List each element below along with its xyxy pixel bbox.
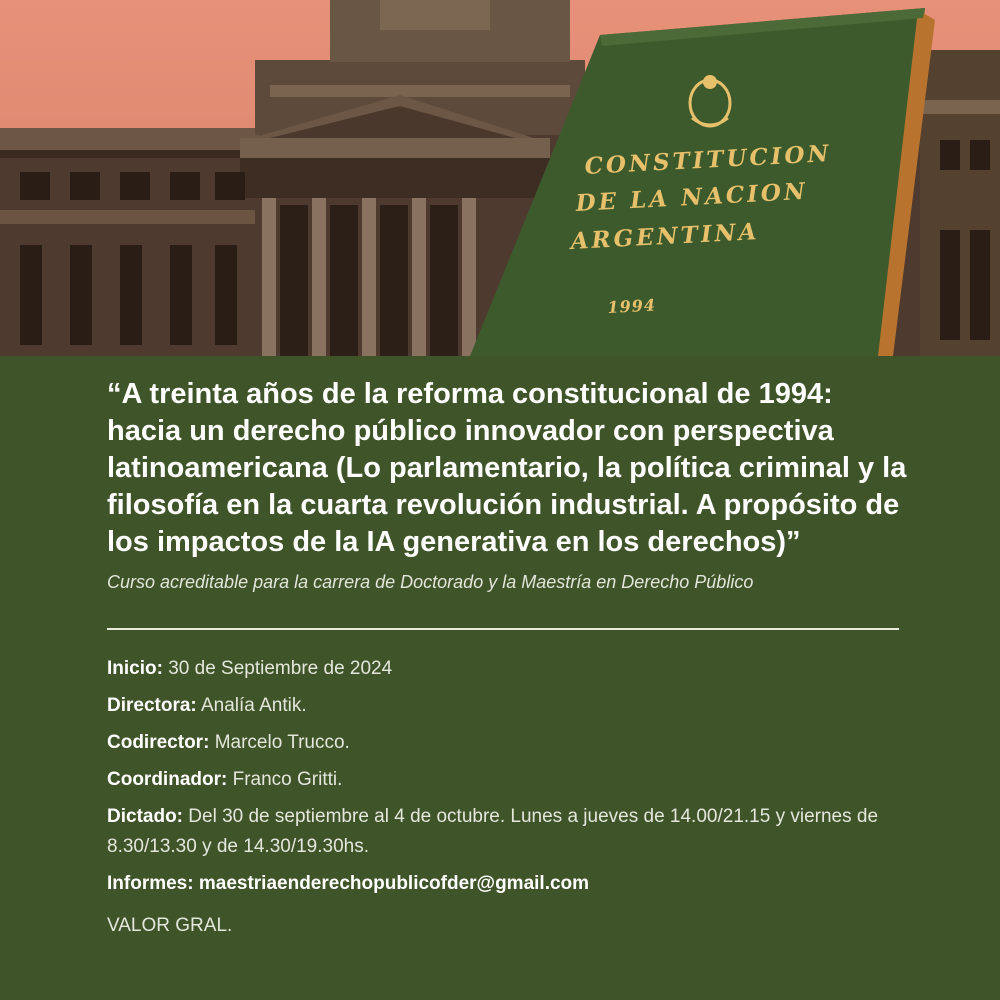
informes-email-link[interactable]: maestriaenderechopublicofder@gmail.com [198,873,590,894]
valor-label: VALOR GRAL. [107,915,233,936]
codirector-value: Marcelo Trucco. [214,732,350,753]
course-info-panel [107,376,907,941]
detail-dictado [107,802,907,862]
directora-label: Directora: [107,695,197,716]
detail-directora [107,691,907,721]
inicio-label: Inicio: [107,658,163,679]
coordinador-value: Franco Gritti. [232,769,343,790]
course-title: “A treinta años de la reforma constitucional de 1994: hacia un derecho público innovador con perspectiva latinoamericana (Lo parlamentario, la política criminal y la filosofía en la cuarta revolución industrial. A propósito de los impactos de la IA generativa en los derechos)” [107,378,907,558]
inicio-value: 30 de Septiembre de 2024 [168,658,393,679]
detail-coordinador [107,765,907,795]
codirector-label: Codirector: [107,732,210,753]
book-title-line-2: DE LA NACION [575,177,809,217]
detail-codirector [107,728,907,758]
dictado-label: Dictado: [107,806,183,827]
book-title-line-3: ARGENTINA [570,218,761,255]
dictado-value: Del 30 de septiembre al 4 de octubre. Lunes a jueves de 14.00/21.15 y viernes de 8.30/13.30 y de 14.30/19.30hs. [107,806,879,857]
detail-informes [107,869,907,899]
details-list [107,654,907,941]
detail-inicio [107,654,907,684]
course-subtitle: Curso acreditable para la carrera de Doctorado y la Maestría en Derecho Público [107,572,754,592]
directora-value: Analía Antik. [200,695,307,716]
book-year: 1994 [607,295,657,317]
hero-image [0,0,1000,356]
coordinador-label: Coordinador: [107,769,228,790]
congress-building-illustration [0,0,1000,356]
divider [107,628,899,630]
book-title-line-1: CONSTITUCION [584,140,833,180]
informes-label: Informes: [107,873,194,894]
